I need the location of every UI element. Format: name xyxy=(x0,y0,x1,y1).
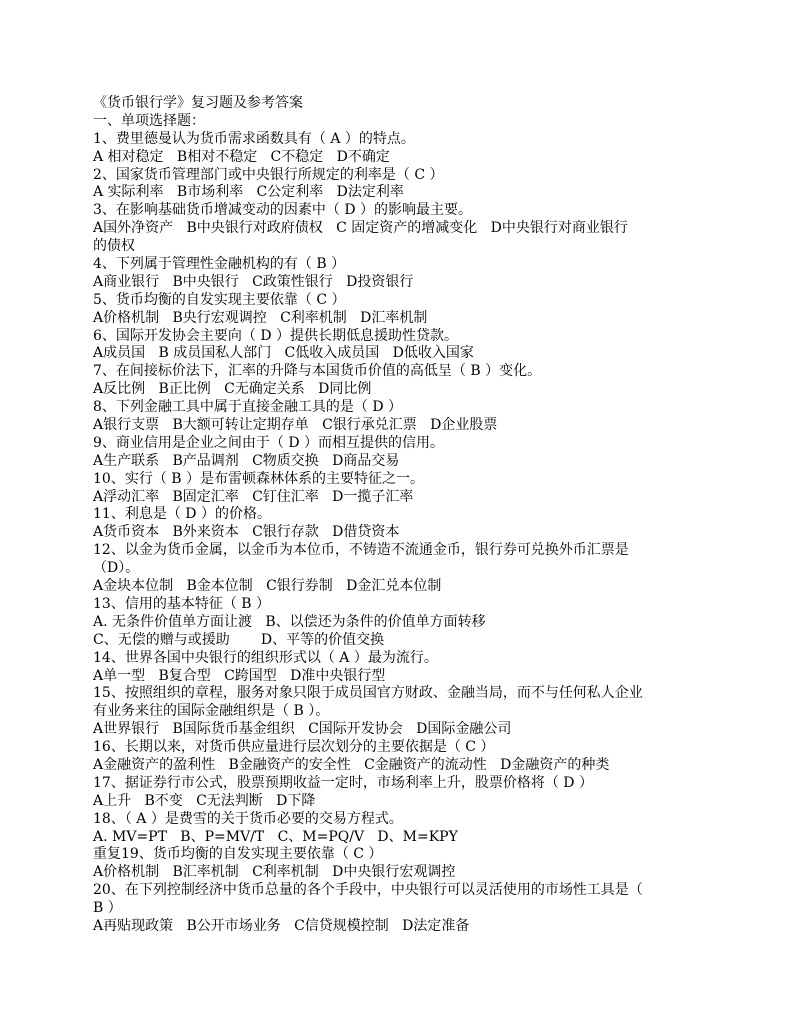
text-line: A. 无条件价值单方面让渡 B、以偿还为条件的价值单方面转移 xyxy=(93,613,486,630)
text-line: A浮动汇率 B固定汇率 C钉住汇率 D一揽子汇率 xyxy=(93,488,414,505)
text-line: A生产联系 B产品调剂 C物质交换 D商品交易 xyxy=(93,452,400,469)
text-line: A单一型 B复合型 C跨国型 D准中央银行型 xyxy=(93,667,386,684)
text-line: 9、商业信用是企业之间由于（ D ）而相互提供的信用。 xyxy=(93,434,445,451)
text-line: 15、按照组织的章程，服务对象只限于成员国官方财政、金融当局，而不与任何私人企业 xyxy=(93,685,643,702)
text-line: 7、在间接标价法下，汇率的升降与本国货币价值的高低呈（ B ）变化。 xyxy=(93,363,542,380)
text-line: 3、在影响基础货币增减变动的因素中（ D ）的影响最主要。 xyxy=(93,202,473,219)
text-line: A货币资本 B外来资本 C银行存款 D借贷资本 xyxy=(93,524,400,541)
text-line: 14、世界各国中央银行的组织形式以（ A ）最为流行。 xyxy=(93,649,438,666)
text-line: A银行支票 B大额可转让定期存单 C银行承兑汇票 D企业股票 xyxy=(93,417,498,434)
text-line: 20、在下列控制经济中货币总量的各个手段中，中央银行可以灵活使用的市场性工具是（ xyxy=(93,882,643,899)
text-line: A金块本位制 B金本位制 C银行券制 D金汇兑本位制 xyxy=(93,578,442,595)
text-line: A 相对稳定 B相对不稳定 C不稳定 D不确定 xyxy=(93,148,390,165)
text-line: B ） xyxy=(93,900,122,917)
text-line: A价格机制 B央行宏观调控 C利率机制 D汇率机制 xyxy=(93,309,428,326)
text-line: 的债权 xyxy=(93,238,135,255)
text-line: A. MV=PT B、P=MV/T C、M=PQ/V D、M=KPY xyxy=(93,828,458,845)
document-title: 《货币银行学》复习题及参考答案 xyxy=(93,95,303,111)
text-line: 重复19、货币均衡的自发实现主要依靠（ C ） xyxy=(93,846,383,863)
document-body xyxy=(93,95,713,936)
text-line: 17、据证券行市公式，股票预期收益一定时，市场利率上升，股票价格将（ D ） xyxy=(93,774,593,791)
text-line: 18、（ A ）是费雪的关于货币必要的交易方程式。 xyxy=(93,810,403,827)
text-line: A再贴现政策 B公开市场业务 C信贷规模控制 D法定准备 xyxy=(93,917,470,934)
text-line: A价格机制 B汇率机制 C利率机制 D中央银行宏观调控 xyxy=(93,864,456,881)
text-line: A反比例 B正比例 C无确定关系 D同比例 xyxy=(93,381,372,398)
text-line: 8、下列金融工具中属于直接金融工具的是（ D ） xyxy=(93,399,403,416)
text-line: 13、信用的基本特征（ B ） xyxy=(93,595,271,612)
text-line: 1、费里德曼认为货币需求函数具有（ A ）的特点。 xyxy=(93,130,415,147)
text-line: （D）。 xyxy=(93,560,140,577)
text-line: 16、长期以来，对货币供应量进行层次划分的主要依据是（ C ） xyxy=(93,739,495,756)
text-line: A金融资产的盈利性 B金融资产的安全性 C金融资产的流动性 D金融资产的种类 xyxy=(93,756,610,773)
text-line: A 实际利率 B市场利率 C公定利率 D法定利率 xyxy=(93,184,404,201)
text-line: A国外净资产 B中央银行对政府债权 C 固定资产的增减变化 D中央银行对商业银行 xyxy=(93,220,628,237)
section-heading: 一、单项选择题： xyxy=(93,112,205,129)
text-line: A世界银行 B国际货币基金组织 C国际开发协会 D国际金融公司 xyxy=(93,721,512,738)
text-line: 10、实行（ B ）是布雷顿森林体系的主要特征之一。 xyxy=(93,470,425,487)
text-line: 6、国际开发协会主要向（ D ）提供长期低息援助性贷款。 xyxy=(93,327,459,344)
text-line: A商业银行 B中央银行 C政策性银行 D投资银行 xyxy=(93,273,414,290)
text-line: A成员国 B 成员国私人部门 C低收入成员国 D低收入国家 xyxy=(93,345,474,362)
text-line: A上升 B不变 C无法判断 D下降 xyxy=(93,792,316,809)
text-line: 有业务来往的国际金融组织是（ B ）。 xyxy=(93,703,330,720)
text-line: 2、国家货币管理部门或中央银行所规定的利率是（ C ） xyxy=(93,166,444,183)
text-line: C、无偿的赠与或援助 D、平等的价值交换 xyxy=(93,631,385,648)
text-line: 4、下列属于管理性金融机构的有（ B ） xyxy=(93,256,346,273)
text-line: 11、利息是（ D ）的价格。 xyxy=(93,506,271,523)
text-line: 12、以金为货币金属，以金币为本位币，不铸造不流通金币，银行券可兑换外币汇票是 xyxy=(93,542,629,559)
text-line: 5、货币均衡的自发实现主要依靠（ C ） xyxy=(93,291,346,308)
